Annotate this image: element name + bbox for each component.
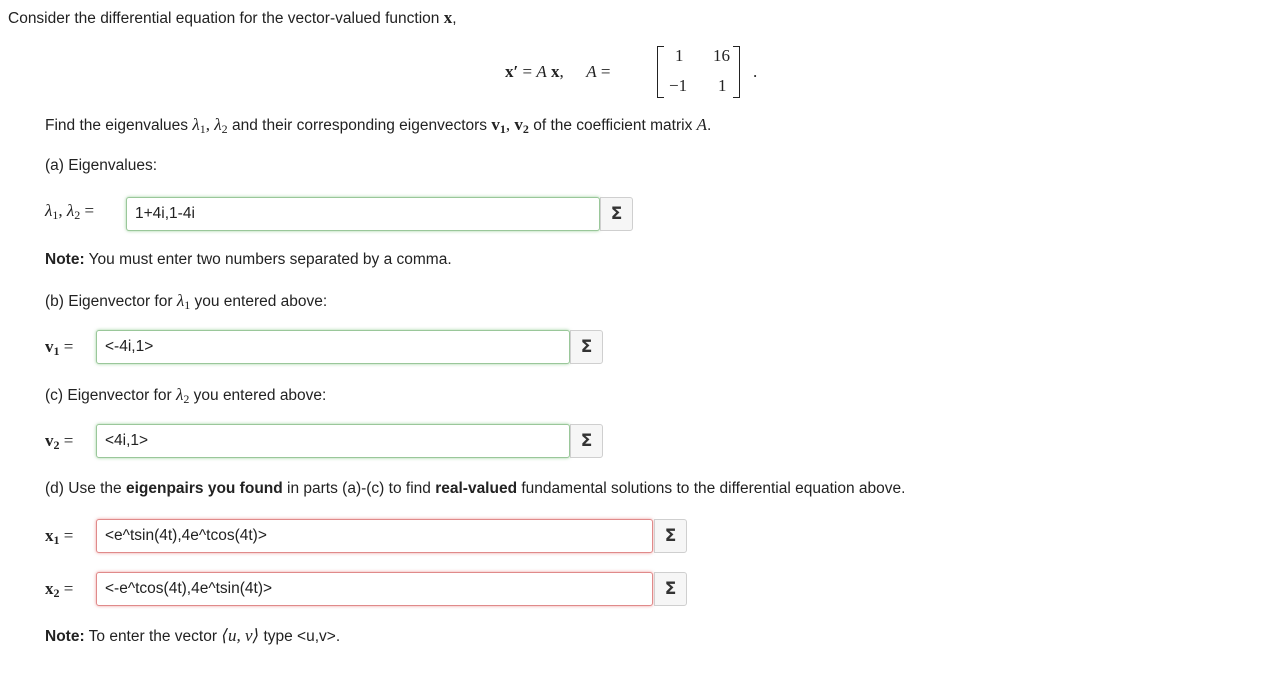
find-v2: $v_2$ (514, 115, 529, 136)
equation-editor-button-c[interactable]: Σ (570, 424, 603, 458)
part-b-lambda: $\lambda_1$ (176, 291, 191, 312)
v1-input[interactable] (96, 330, 570, 364)
v2-symbol: $v_2$ (45, 431, 60, 452)
find-comma-2: , (505, 115, 511, 134)
x2-lhs (45, 579, 73, 601)
x2-equals: = (63, 579, 74, 598)
matrix-equals: = (600, 62, 611, 81)
intro-sentence: Consider the differential equation for the vector-valued function (8, 10, 440, 27)
differential-equation (505, 62, 611, 82)
find-lambda-2: $\lambda_2$ (214, 115, 228, 136)
matrix-period: . (753, 62, 758, 81)
part-d-note (45, 626, 340, 646)
v1-lhs (45, 337, 73, 359)
part-d-b1: eigenpairs you found (125, 480, 283, 497)
find-pre: Find the eigenvalues (45, 117, 189, 134)
matrix-cell-21: −1 (669, 76, 688, 95)
v1-equals: = (63, 337, 74, 356)
lambda-2-symbol: $\lambda_2$ (66, 201, 81, 222)
part-c-post: you entered above: (193, 387, 327, 404)
part-a-note (45, 251, 452, 269)
v2-equals: = (63, 431, 74, 450)
note-pre-d: To enter the vector (88, 628, 218, 645)
x2-symbol: $x_2$ (45, 579, 60, 600)
note-post-d: type <u,v>. (263, 628, 341, 645)
part-d-t2: in parts (a)-(c) to find (287, 480, 431, 497)
eigenvalues-equals: = (84, 201, 95, 220)
intro-var-x: x (443, 8, 453, 27)
note-label-a: Note: (45, 251, 85, 268)
x2-input[interactable] (96, 572, 653, 606)
eq-rhs-a: A (536, 62, 547, 81)
eigenvalues-input[interactable] (126, 197, 600, 231)
find-end: . (707, 117, 712, 134)
part-d-t3: fundamental solutions to the differential equation above. (521, 480, 906, 497)
matrix-right-bracket (733, 46, 740, 98)
part-b-label (45, 291, 327, 313)
eigenvalues-lhs (45, 201, 94, 223)
x1-symbol: $x_1$ (45, 526, 60, 547)
matrix-cell-22: 1 (718, 76, 727, 95)
find-matrix-a: A (696, 115, 708, 134)
v2-lhs (45, 431, 73, 453)
eq-equals: = (522, 62, 533, 81)
lambda-1-symbol: $\lambda_1$ (45, 201, 59, 222)
lhs-comma: , (58, 201, 63, 220)
equation-editor-button-a[interactable]: Σ (600, 197, 633, 231)
v2-input[interactable] (96, 424, 570, 458)
intro-text (8, 8, 457, 28)
part-b-post: you entered above: (194, 293, 328, 310)
matrix-cell-12: 16 (713, 46, 730, 65)
part-c-pre: (c) Eigenvector for (45, 387, 172, 404)
equation-editor-button-d2[interactable]: Σ (654, 572, 687, 606)
matrix-left-bracket (657, 46, 664, 98)
part-b-pre: (b) Eigenvector for (45, 293, 173, 310)
part-a-label: (a) Eigenvalues: (45, 157, 158, 174)
find-lambda-1: $\lambda_1$ (192, 115, 206, 136)
find-of: of the coefficient matrix (533, 117, 693, 134)
find-instruction (45, 115, 711, 137)
note-label-d: Note: (45, 628, 85, 645)
eq-rhs-x: x (551, 62, 560, 81)
note-text-a: You must enter two numbers separated by a comma. (88, 251, 452, 268)
part-d-t1: (d) Use the (45, 480, 122, 497)
note-vector: ⟨u, v⟩ (221, 626, 260, 645)
equation-editor-button-d1[interactable]: Σ (654, 519, 687, 553)
eq-lhs: x′ (505, 62, 519, 81)
part-d-label (45, 480, 905, 498)
find-comma-1: , (205, 115, 210, 134)
v1-symbol: $v_1$ (45, 337, 60, 358)
matrix-a-label: A (586, 62, 597, 81)
part-c-lambda: $\lambda_2$ (175, 385, 190, 406)
part-d-b2: real-valued (435, 480, 518, 497)
x1-input[interactable] (96, 519, 653, 553)
x1-lhs (45, 526, 73, 548)
find-v1: $v_1$ (491, 115, 506, 136)
equation-editor-button-b[interactable]: Σ (570, 330, 603, 364)
coefficient-matrix (655, 44, 767, 98)
intro-comma: , (452, 10, 457, 27)
matrix-cell-11: 1 (675, 46, 684, 65)
eq-sep: , (559, 62, 564, 81)
find-and: and their corresponding eigenvectors (231, 117, 488, 134)
part-c-label (45, 385, 326, 407)
x1-equals: = (63, 526, 74, 545)
